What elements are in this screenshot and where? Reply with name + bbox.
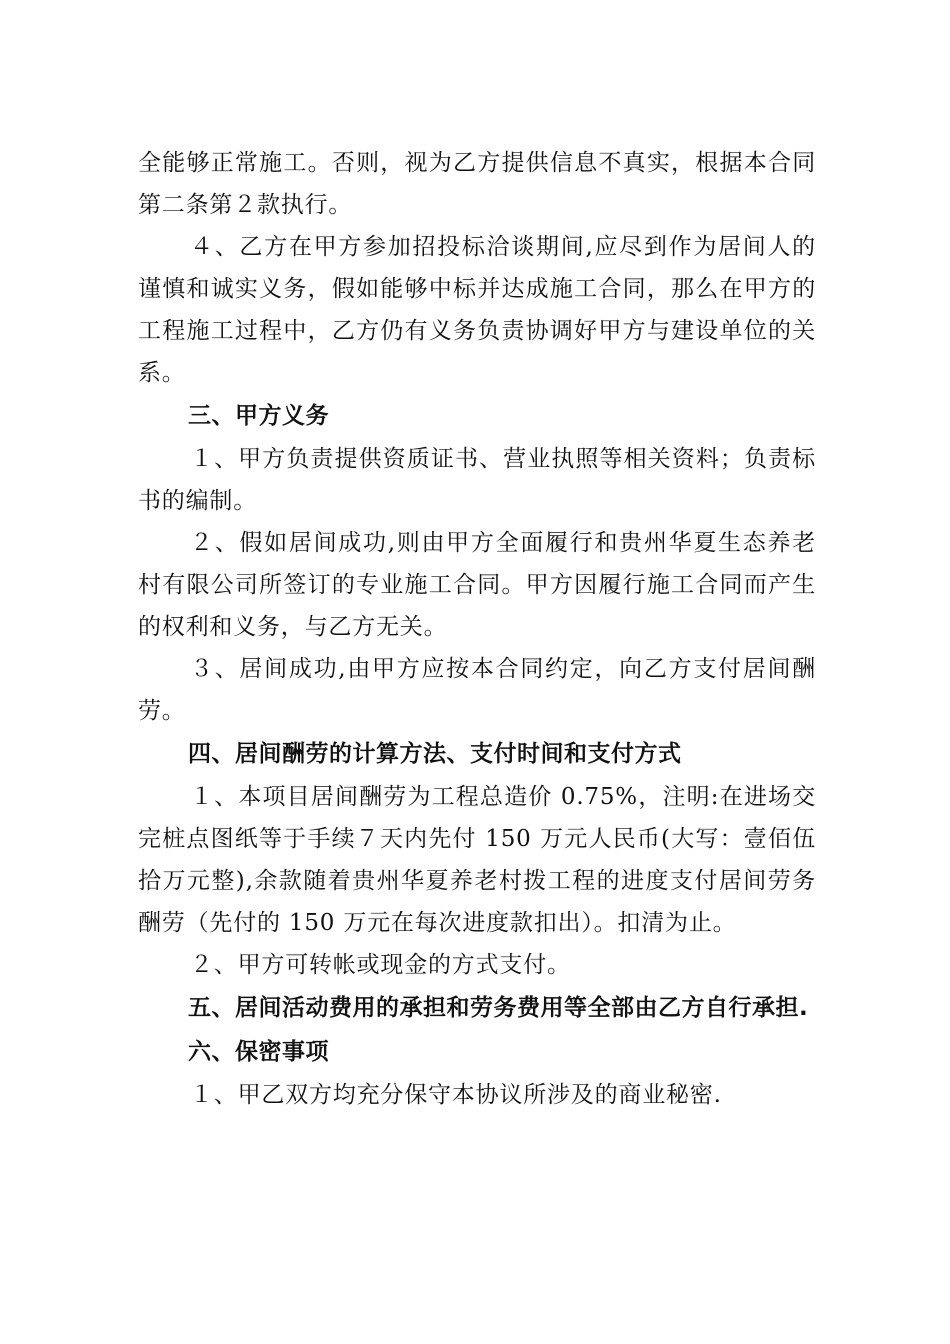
section-3-heading: 三、甲方义务 bbox=[188, 403, 329, 429]
section-5-heading: 五、居间活动费用的承担和劳务费用等全部由乙方自行承担. bbox=[188, 995, 809, 1021]
clause-3-item-2: ２、假如居间成功,则由甲方全面履行和贵州华夏生态养老村有限公司所签订的专业施工合同。甲方因履行施工合同而产生的权利和义务，与乙方无关。 bbox=[138, 530, 816, 640]
clause-3-item-3: ３、居间成功,由甲方应按本合同约定，向乙方支付居间酬劳。 bbox=[138, 656, 816, 724]
clause-4-item-1: １、本项目居间酬劳为工程总造价 0.75%，注明:在进场交完桩点图纸等于手续７天内先付 150 万元人民币(大写：壹佰伍拾万元整),余款随着贵州华夏养老村拨工程的进度支付居间劳务酬劳（先付的 150 万元在每次进度款扣出）。扣清为止。 bbox=[138, 784, 816, 936]
document-page bbox=[138, 142, 816, 1116]
section-4-heading: 四、居间酬劳的计算方法、支付时间和支付方式 bbox=[188, 741, 682, 767]
clause-3-item-1: １、甲方负责提供资质证书、营业执照等相关资料；负责标书的编制。 bbox=[138, 446, 816, 514]
paragraph-continuation: 全能够正常施工。否则，视为乙方提供信息不真实，根据本合同第二条第２款执行。 bbox=[138, 150, 816, 218]
clause-4-item-2: ２、甲方可转帐或现金的方式支付。 bbox=[190, 952, 571, 978]
section-6-heading: 六、保密事项 bbox=[188, 1039, 329, 1065]
clause-6-item-1: １、甲乙双方均充分保守本协议所涉及的商业秘密. bbox=[190, 1082, 722, 1108]
clause-2-item-4: ４、乙方在甲方参加招投标洽谈期间,应尽到作为居间人的谨慎和诚实义务，假如能够中标并达成施工合同，那么在甲方的工程施工过程中，乙方仍有义务负责协调好甲方与建设单位的关系。 bbox=[138, 234, 816, 386]
